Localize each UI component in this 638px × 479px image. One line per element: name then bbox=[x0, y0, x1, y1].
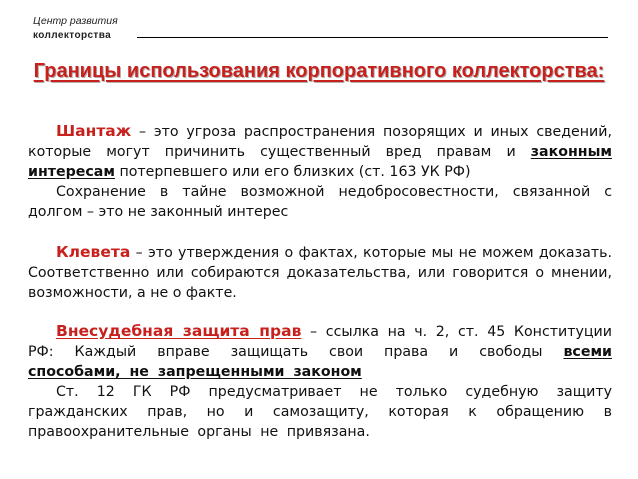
blackmail-text-1: – это угроза распространения позорящих и иных сведений, которые могут причинить существенный вред правам и bbox=[28, 124, 612, 160]
slander-text: – это утверждения о фактах, которые мы не можем доказать. Соответственно или собираются доказательства, или говорится о мнении, возможности, а не о факте. bbox=[28, 245, 612, 301]
slander-definition bbox=[28, 242, 612, 303]
protection-definition bbox=[28, 321, 612, 382]
protection-term: Внесудебная защита прав bbox=[56, 322, 302, 340]
header-divider bbox=[137, 37, 608, 38]
slide-body bbox=[28, 121, 612, 442]
protection-note: Ст. 12 ГК РФ предусматривает не только судебную защиту гражданских прав, но и самозащиту, которая к обращению в правоохранительные органы не привязана. bbox=[28, 384, 612, 440]
protection-text-1: – ссылка на ч. 2, ст. 45 Конституции РФ: Каждый вправе защищать свои права и свободы bbox=[28, 324, 612, 360]
blackmail-note: Сохранение в тайне возможной недобросовестности, связанной с долгом – это не законный интерес bbox=[28, 184, 612, 220]
blackmail-term: Шантаж bbox=[56, 122, 132, 140]
logo-line-2: коллекторства bbox=[33, 30, 112, 41]
blackmail-emphasis: законным интересам bbox=[28, 144, 612, 180]
logo bbox=[33, 14, 133, 43]
slide-title: Границы использования корпоративного коллекторства: bbox=[33, 60, 605, 82]
spacer bbox=[28, 303, 612, 321]
logo-line-1: Центр развития bbox=[33, 15, 118, 27]
spacer bbox=[28, 222, 612, 242]
blackmail-text-2: потерпевшего или его близких (ст. 163 УК РФ) bbox=[114, 164, 471, 180]
slander-term: Клевета bbox=[56, 243, 131, 261]
blackmail-definition bbox=[28, 121, 612, 182]
protection-emphasis: всеми способами, не запрещенными законом bbox=[28, 344, 612, 380]
